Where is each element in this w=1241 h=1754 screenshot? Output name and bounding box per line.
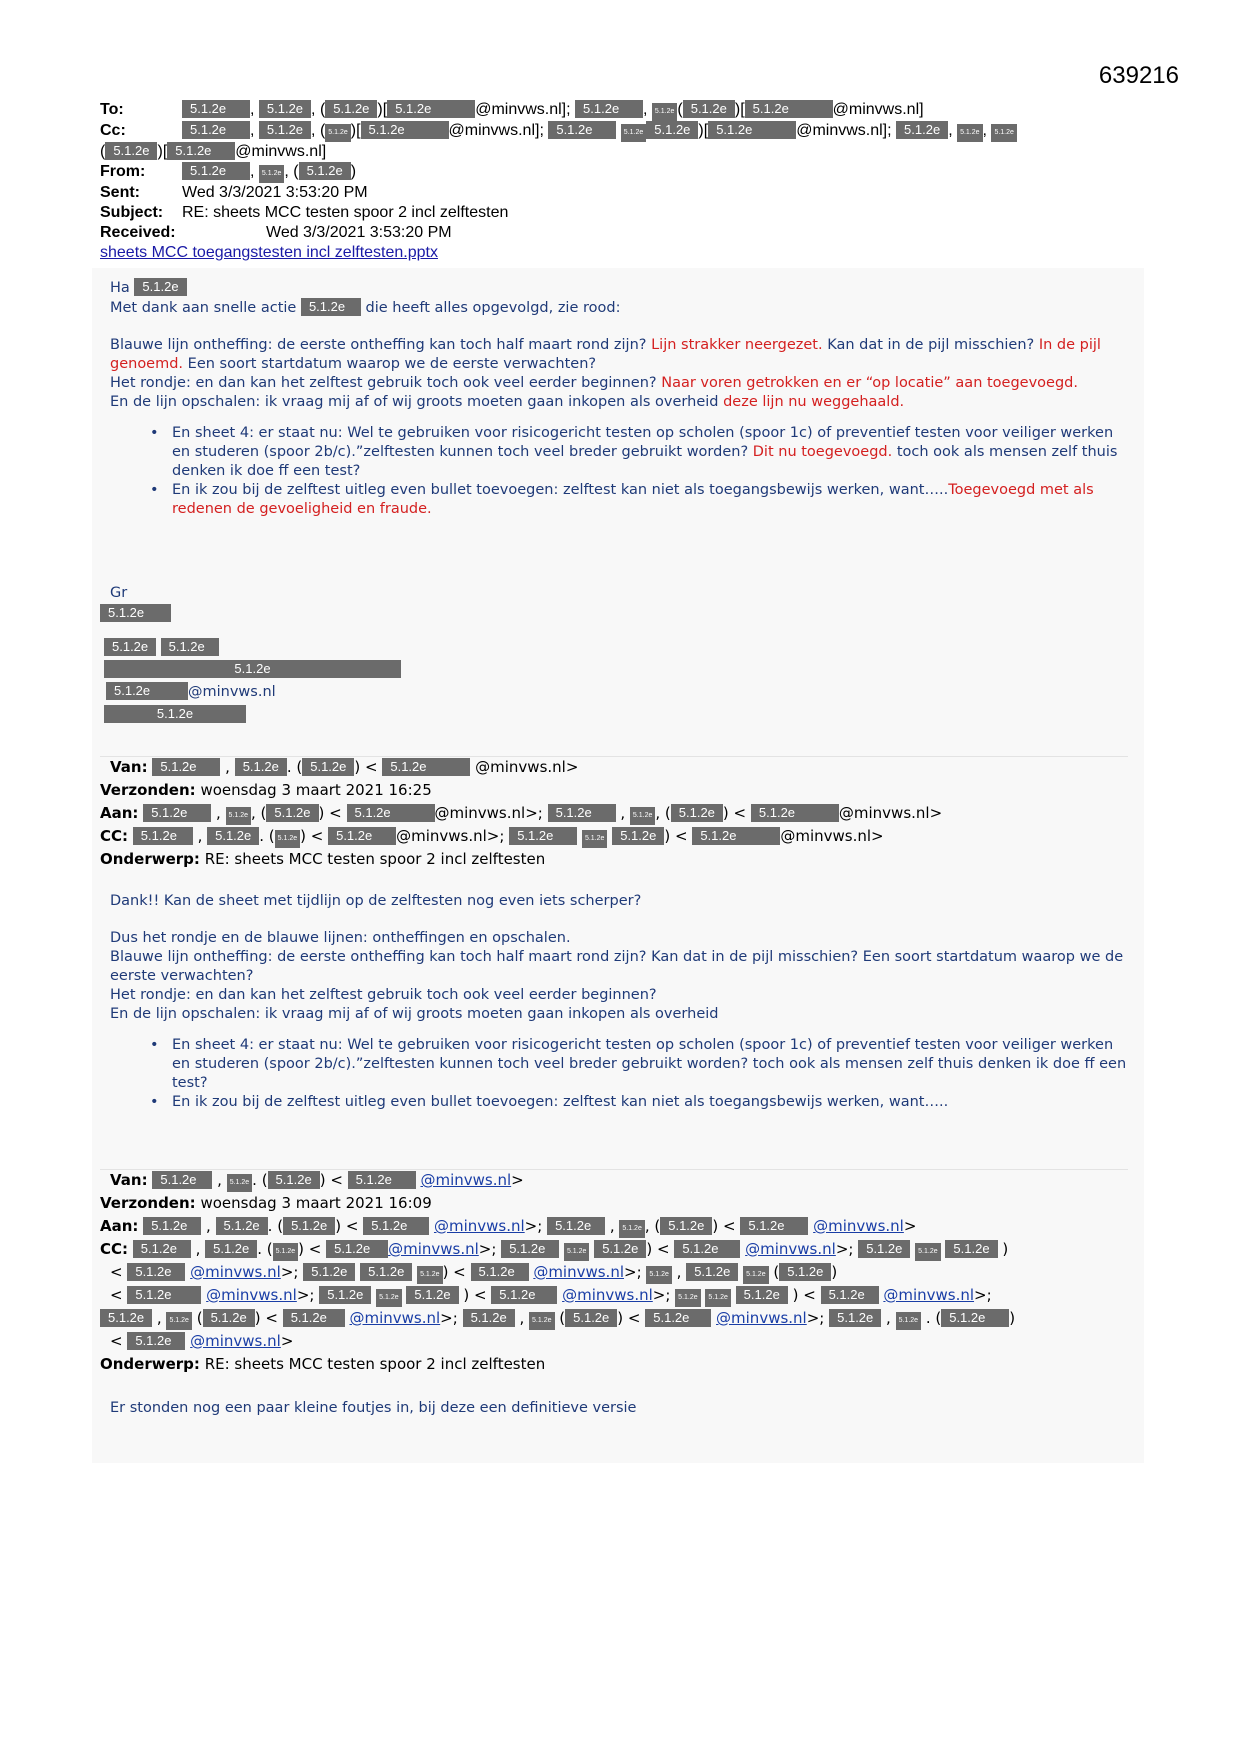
redaction: 5.1.2e bbox=[645, 1309, 711, 1327]
redaction: 5.1.2e bbox=[134, 278, 186, 296]
verzonden-value: woensdag 3 maart 2021 16:25 bbox=[200, 781, 432, 799]
redaction: 5.1.2e bbox=[143, 804, 211, 822]
reply-text: In de pijl genoemd. bbox=[110, 337, 1101, 372]
redaction: 5.1.2e bbox=[301, 298, 361, 316]
redaction: 5.1.2e bbox=[708, 121, 796, 139]
van-label: Van: bbox=[110, 758, 148, 776]
email-link[interactable]: @minvws.nl bbox=[420, 1171, 512, 1189]
redaction: 5.1.2e bbox=[259, 100, 311, 118]
redaction: 5.1.2e bbox=[182, 162, 250, 180]
thanks-text-cont: die heeft alles opgevolgd, zie rood: bbox=[365, 300, 621, 316]
redaction: 5.1.2e bbox=[858, 1240, 910, 1258]
redaction: 5.1.2e bbox=[548, 804, 616, 822]
redaction: 5.1.2e bbox=[743, 1266, 768, 1284]
email-link[interactable]: @minvws.nl bbox=[533, 1263, 625, 1281]
redaction: 5.1.2e bbox=[182, 121, 250, 139]
email-domain: @minvws.nl]; bbox=[796, 122, 892, 139]
verzonden-value: woensdag 3 maart 2021 16:09 bbox=[200, 1194, 432, 1212]
text: En de lijn opschalen: ik vraag mij af of wij groots moeten gaan inkopen als overheid bbox=[110, 394, 719, 410]
redaction: 5.1.2e bbox=[348, 1171, 416, 1189]
text: En sheet 4: er staat nu: Wel te gebruiken voor risicogericht testen op scholen (spoor 1c) of preventief testen voor veiliger werken en studeren (spoor 2b/c).”zelftesten kunnen toch veel breder gebruikt worden? bbox=[172, 425, 1114, 460]
text: Dus het rondje en de blauwe lijnen: ontheffingen en opschalen. bbox=[110, 930, 571, 946]
redaction: 5.1.2e bbox=[463, 1309, 515, 1327]
reply-text: deze lijn nu weggehaald. bbox=[723, 394, 905, 410]
redaction: 5.1.2e bbox=[779, 1263, 831, 1281]
van-label: Van: bbox=[110, 1171, 148, 1189]
email-domain: @minvws.nl] bbox=[235, 143, 327, 160]
email-link[interactable]: @minvws.nl bbox=[883, 1286, 975, 1304]
redaction: 5.1.2e bbox=[303, 1263, 355, 1281]
reply-text: Dit nu toegevoegd. bbox=[752, 444, 893, 460]
redaction: 5.1.2e bbox=[328, 827, 396, 845]
redaction: 5.1.2e bbox=[382, 758, 470, 776]
redaction: 5.1.2e bbox=[105, 142, 157, 160]
cc-label: CC: bbox=[100, 827, 129, 845]
email-link[interactable]: @minvws.nl bbox=[190, 1332, 281, 1350]
paragraph-opschalen bbox=[110, 393, 1120, 412]
cc-label: Cc: bbox=[100, 122, 126, 139]
redaction: 5.1.2e bbox=[991, 124, 1016, 142]
aan-label: Aan: bbox=[100, 1217, 139, 1235]
redaction: 5.1.2e bbox=[325, 124, 350, 142]
email-domain: @minvws.nl]; bbox=[475, 101, 571, 118]
redaction: 5.1.2e bbox=[106, 682, 188, 700]
redaction: 5.1.2e bbox=[104, 660, 401, 678]
redaction: 5.1.2e bbox=[207, 827, 259, 845]
redaction: 5.1.2e bbox=[182, 100, 250, 118]
redaction: 5.1.2e bbox=[501, 1240, 559, 1258]
redaction: 5.1.2e bbox=[166, 1312, 191, 1330]
received-label: Received: bbox=[100, 224, 176, 241]
redaction: 5.1.2e bbox=[133, 1240, 191, 1258]
redaction: 5.1.2e bbox=[417, 1266, 442, 1284]
redaction: 5.1.2e bbox=[471, 1263, 529, 1281]
aan-label: Aan: bbox=[100, 804, 139, 822]
cc-row: CC: 5.1.2e , 5.1.2e . ( 5.1.2e ) < 5.1.2e @minvws.nl>; 5.1.2e 5.1.2e 5.1.2e ) < 5.1.2e @minvws.nl>; 5.1.2e 5.1.2e 5.1.2e ) bbox=[100, 1238, 1140, 1261]
email-link[interactable]: @minvws.nl bbox=[745, 1240, 836, 1258]
reply-text: Naar voren getrokken en er “op locatie” aan toegevoegd. bbox=[661, 375, 1078, 391]
text: Er stonden nog een paar kleine foutjes in, bij deze een definitieve versie bbox=[110, 1400, 637, 1416]
redaction: 5.1.2e bbox=[565, 1309, 617, 1327]
cc-row-continued: ( 5.1.2e )[ 5.1.2e @minvws.nl] bbox=[100, 143, 327, 160]
text: Kan dat in de pijl misschien? bbox=[827, 337, 1035, 353]
reply-text: Lijn strakker neergezet. bbox=[651, 337, 823, 353]
sent-value: Wed 3/3/2021 3:53:20 PM bbox=[182, 184, 368, 201]
cc-row-continued: < 5.1.2e @minvws.nl>; 5.1.2e 5.1.2e 5.1.2e ) < 5.1.2e @minvws.nl>; 5.1.2e 5.1.2e 5.1.2e ) < 5.1.2e @minvws.nl>; bbox=[100, 1284, 1140, 1307]
redaction: 5.1.2e bbox=[104, 638, 156, 656]
redaction: 5.1.2e bbox=[683, 100, 735, 118]
onderwerp-value: RE: sheets MCC testen spoor 2 incl zelftesten bbox=[204, 1355, 546, 1373]
redaction: 5.1.2e bbox=[387, 100, 475, 118]
redaction: 5.1.2e bbox=[564, 1243, 589, 1261]
van-row: Van: 5.1.2e , 5.1.2e . ( 5.1.2e ) < 5.1.2e @minvws.nl> bbox=[100, 1169, 1140, 1192]
onderwerp-row bbox=[100, 848, 1140, 871]
bullet-zelftest bbox=[110, 481, 1120, 519]
onderwerp-label: Onderwerp: bbox=[100, 1355, 200, 1373]
redaction: 5.1.2e bbox=[736, 1286, 788, 1304]
redaction: 5.1.2e bbox=[205, 1240, 257, 1258]
thanks-line bbox=[110, 298, 1120, 318]
redaction: 5.1.2e bbox=[674, 1240, 740, 1258]
message-2-body bbox=[110, 892, 1130, 1112]
redaction: 5.1.2e bbox=[363, 1217, 429, 1235]
email-domain: @minvws.nl]; bbox=[448, 122, 544, 139]
redaction: 5.1.2e bbox=[259, 121, 311, 139]
redaction: 5.1.2e bbox=[705, 1289, 730, 1307]
redaction: 5.1.2e bbox=[652, 103, 677, 121]
redaction: 5.1.2e bbox=[161, 638, 219, 656]
verzonden-row bbox=[100, 779, 1140, 802]
redaction: 5.1.2e bbox=[594, 1240, 646, 1258]
redaction: 5.1.2e bbox=[751, 804, 839, 822]
redaction: 5.1.2e bbox=[100, 604, 171, 622]
bullet-zelftest: • En ik zou bij de zelftest uitleg even bullet toevoegen: zelftest kan niet als toegangsbewijs werken, want….. bbox=[110, 1093, 1130, 1112]
redaction: 5.1.2e bbox=[686, 1263, 738, 1281]
email-domain: @minvws.nl>; bbox=[396, 827, 505, 845]
email-domain: @minvws.nl> bbox=[475, 758, 579, 776]
verzonden-row bbox=[100, 1192, 1140, 1215]
redaction: 5.1.2e bbox=[266, 804, 318, 822]
signature bbox=[100, 584, 500, 725]
redaction: 5.1.2e bbox=[167, 142, 235, 160]
redaction: 5.1.2e bbox=[957, 124, 982, 142]
text: Het rondje: en dan kan het zelftest gebruik toch ook veel eerder beginnen? bbox=[110, 375, 657, 391]
message-2-header bbox=[100, 756, 1140, 871]
redaction: 5.1.2e bbox=[745, 100, 833, 118]
redaction: 5.1.2e bbox=[283, 1309, 345, 1327]
redaction: 5.1.2e bbox=[740, 1217, 808, 1235]
sign-off: Gr bbox=[110, 585, 128, 601]
redaction: 5.1.2e bbox=[548, 121, 616, 139]
redaction: 5.1.2e bbox=[275, 830, 300, 848]
redaction: 5.1.2e bbox=[612, 827, 664, 845]
text: Blauwe lijn ontheffing: de eerste ontheffing kan toch half maart rond zijn? Kan dat in de pijl misschien? Een soort startdatum waarop we de eerste verwachten? bbox=[110, 949, 1124, 984]
redaction: 5.1.2e bbox=[671, 804, 723, 822]
from-label: From: bbox=[100, 163, 146, 180]
subject-row bbox=[100, 203, 1140, 223]
redaction: 5.1.2e bbox=[268, 1171, 320, 1189]
redaction: 5.1.2e bbox=[821, 1286, 879, 1304]
van-row: Van: 5.1.2e , 5.1.2e . ( 5.1.2e ) < 5.1.2e @minvws.nl> bbox=[110, 758, 579, 776]
aan-row: Aan: 5.1.2e , 5.1.2e , ( 5.1.2e ) < 5.1.2e @minvws.nl>; 5.1.2e , 5.1.2e , ( 5.1.2e ) < 5.1.2e @minvws.nl> bbox=[100, 802, 1140, 825]
redaction: 5.1.2e bbox=[491, 1286, 557, 1304]
to-label: To: bbox=[100, 101, 124, 118]
redaction: 5.1.2e bbox=[646, 121, 698, 139]
sent-label: Sent: bbox=[100, 184, 140, 201]
cc-row: Cc: 5.1.2e , 5.1.2e , ( 5.1.2e )[ 5.1.2e @minvws.nl]; 5.1.2e 5.1.2e 5.1.2e )[ 5.1.2e @minvws.nl]; 5.1.2e , 5.1.2e , 5.1.2e bbox=[100, 121, 1140, 142]
redaction: 5.1.2e bbox=[675, 1289, 700, 1307]
cc-row: CC: 5.1.2e , 5.1.2e . ( 5.1.2e ) < 5.1.2e @minvws.nl>; 5.1.2e 5.1.2e 5.1.2e ) < 5.1.2e @minvws.nl> bbox=[100, 825, 1140, 848]
redaction: 5.1.2e bbox=[325, 100, 377, 118]
email-link[interactable]: @minvws.nl bbox=[813, 1217, 904, 1235]
redaction: 5.1.2e bbox=[582, 830, 607, 848]
redaction: 5.1.2e bbox=[133, 827, 193, 845]
onderwerp-row bbox=[100, 1353, 1140, 1376]
email-link[interactable]: @minvws.nl bbox=[388, 1240, 479, 1258]
aan-row: Aan: 5.1.2e , 5.1.2e . ( 5.1.2e ) < 5.1.2e @minvws.nl>; 5.1.2e , 5.1.2e , ( 5.1.2e ) < 5.1.2e @minvws.nl> bbox=[100, 1215, 1140, 1238]
subject-value: RE: sheets MCC testen spoor 2 incl zelftesten bbox=[182, 204, 509, 221]
redaction: 5.1.2e bbox=[575, 100, 643, 118]
redaction: 5.1.2e bbox=[915, 1243, 940, 1261]
redaction: 5.1.2e bbox=[619, 1220, 644, 1238]
message-1-body bbox=[110, 278, 1120, 519]
subject-label: Subject: bbox=[100, 204, 164, 221]
text: Het rondje: en dan kan het zelftest gebruik toch ook veel eerder beginnen? bbox=[110, 987, 657, 1003]
redaction: 5.1.2e bbox=[319, 1286, 371, 1304]
thanks-text: Met dank aan snelle actie bbox=[110, 300, 297, 316]
redaction: 5.1.2e bbox=[896, 121, 948, 139]
redaction: 5.1.2e bbox=[376, 1289, 401, 1307]
bullet-sheet-4: • En sheet 4: er staat nu: Wel te gebruiken voor risicogericht testen op scholen (spoor 1c) of preventief testen voor veiliger werken en studeren (spoor 2b/c).”zelftesten kunnen toch veel breder gebruikt worden? toch ook als mensen zelf thuis denken ik doe ff een test? bbox=[110, 1036, 1130, 1093]
attachment-link[interactable]: sheets MCC toegangstesten incl zelftesten.pptx bbox=[100, 244, 438, 261]
redaction: 5.1.2e bbox=[361, 121, 449, 139]
bullet-sheet-4 bbox=[110, 424, 1120, 481]
redaction: 5.1.2e bbox=[143, 1217, 201, 1235]
redaction: 5.1.2e bbox=[945, 1240, 997, 1258]
message-3-header bbox=[100, 1169, 1140, 1376]
thread-panel bbox=[92, 268, 1144, 1463]
email-link[interactable]: @minvws.nl bbox=[190, 1263, 281, 1281]
redaction: 5.1.2e bbox=[127, 1263, 185, 1281]
cc-row-continued: 5.1.2e , 5.1.2e ( 5.1.2e ) < 5.1.2e @minvws.nl>; 5.1.2e , 5.1.2e ( 5.1.2e ) < 5.1.2e @minvws.nl>; 5.1.2e , 5.1.2e . ( 5.1.2e ) bbox=[100, 1307, 1140, 1330]
redaction: 5.1.2e bbox=[104, 705, 246, 723]
email-link[interactable]: @minvws.nl bbox=[716, 1309, 807, 1327]
redaction: 5.1.2e bbox=[896, 1312, 921, 1330]
onderwerp-value: RE: sheets MCC testen spoor 2 incl zelftesten bbox=[204, 850, 546, 868]
redaction: 5.1.2e bbox=[360, 1263, 412, 1281]
redaction: 5.1.2e bbox=[941, 1309, 1009, 1327]
email-domain: @minvws.nl] bbox=[832, 101, 924, 118]
paragraph-rondje bbox=[110, 374, 1120, 393]
redaction: 5.1.2e bbox=[283, 1217, 335, 1235]
redaction: 5.1.2e bbox=[127, 1286, 201, 1304]
to-row: To: 5.1.2e , 5.1.2e , ( 5.1.2e )[ 5.1.2e @minvws.nl]; 5.1.2e , 5.1.2e ( 5.1.2e )[ 5.1.2e @minvws.nl] bbox=[100, 100, 1140, 121]
email-domain: @minvws.nl> bbox=[838, 804, 943, 822]
redaction: 5.1.2e bbox=[630, 807, 655, 825]
text: En ik zou bij de zelftest uitleg even bullet toevoegen: zelftest kan niet als toegangsbewijs werken, want….. bbox=[172, 482, 949, 498]
text: Blauwe lijn ontheffing: de eerste ontheffing kan toch half maart rond zijn? bbox=[110, 337, 647, 353]
attachment-row bbox=[100, 243, 1140, 263]
redaction: 5.1.2e bbox=[406, 1286, 458, 1304]
redaction: 5.1.2e bbox=[660, 1217, 712, 1235]
email-domain: @minvws.nl> bbox=[780, 827, 884, 845]
email-domain: @minvws.nl>; bbox=[434, 804, 543, 822]
email-link[interactable]: @minvws.nl bbox=[206, 1286, 297, 1304]
redaction: 5.1.2e bbox=[646, 1266, 671, 1284]
text: toch ook als mensen zelf thuis denken ik doe ff een test? bbox=[172, 444, 1118, 479]
email-link[interactable]: @minvws.nl bbox=[433, 1217, 525, 1235]
sig-email-domain: @minvws.nl bbox=[188, 684, 276, 700]
redaction: 5.1.2e bbox=[509, 827, 577, 845]
from-row: From: 5.1.2e , 5.1.2e , ( 5.1.2e ) bbox=[100, 162, 1140, 183]
redaction: 5.1.2e bbox=[203, 1309, 255, 1327]
redaction: 5.1.2e bbox=[152, 1171, 212, 1189]
document-number: 639216 bbox=[1098, 62, 1179, 89]
redaction: 5.1.2e bbox=[326, 1240, 388, 1258]
email-link[interactable]: @minvws.nl bbox=[562, 1286, 653, 1304]
paragraph-ontheffing bbox=[110, 336, 1120, 374]
greeting: Ha bbox=[110, 280, 130, 296]
onderwerp-label: Onderwerp: bbox=[100, 850, 200, 868]
redaction: 5.1.2e bbox=[621, 124, 646, 142]
redaction: 5.1.2e bbox=[273, 1243, 298, 1261]
text: Dank!! Kan de sheet met tijdlijn op de zelftesten nog even iets scherper? bbox=[110, 893, 642, 909]
redaction: 5.1.2e bbox=[347, 804, 435, 822]
verzonden-label: Verzonden: bbox=[100, 1194, 196, 1212]
reply-text: Toegevoegd met als redenen de gevoeligheid en fraude. bbox=[172, 482, 1094, 517]
email-link[interactable]: @minvws.nl bbox=[349, 1309, 441, 1327]
cc-label: CC: bbox=[100, 1240, 129, 1258]
redaction: 5.1.2e bbox=[216, 1217, 268, 1235]
text: Een soort startdatum waarop we de eerste verwachten? bbox=[187, 356, 597, 372]
text: En de lijn opschalen: ik vraag mij af of wij groots moeten gaan inkopen als overheid bbox=[110, 1006, 719, 1022]
redaction: 5.1.2e bbox=[100, 1309, 152, 1327]
redaction: 5.1.2e bbox=[547, 1217, 605, 1235]
verzonden-label: Verzonden: bbox=[100, 781, 196, 799]
received-value: Wed 3/3/2021 3:53:20 PM bbox=[266, 224, 452, 241]
message-3-body bbox=[110, 1399, 1130, 1418]
redaction: 5.1.2e bbox=[226, 807, 251, 825]
redaction: 5.1.2e bbox=[152, 758, 220, 776]
redaction: 5.1.2e bbox=[235, 758, 287, 776]
redaction: 5.1.2e bbox=[302, 758, 354, 776]
received-row bbox=[100, 223, 1140, 243]
redaction: 5.1.2e bbox=[692, 827, 780, 845]
redaction: 5.1.2e bbox=[227, 1174, 252, 1192]
cc-row-continued: < 5.1.2e @minvws.nl> bbox=[110, 1332, 294, 1350]
redaction: 5.1.2e bbox=[829, 1309, 881, 1327]
redaction: 5.1.2e bbox=[299, 162, 351, 180]
redaction: 5.1.2e bbox=[259, 165, 284, 183]
email-header bbox=[100, 100, 1140, 263]
cc-row-continued: < 5.1.2e @minvws.nl>; 5.1.2e 5.1.2e 5.1.2e ) < 5.1.2e @minvws.nl>; 5.1.2e , 5.1.2e 5.1.2e ( 5.1.2e ) bbox=[100, 1261, 1140, 1284]
redaction: 5.1.2e bbox=[127, 1332, 185, 1350]
sent-row bbox=[100, 183, 1140, 203]
greeting-line bbox=[110, 278, 1120, 298]
redaction: 5.1.2e bbox=[529, 1312, 554, 1330]
